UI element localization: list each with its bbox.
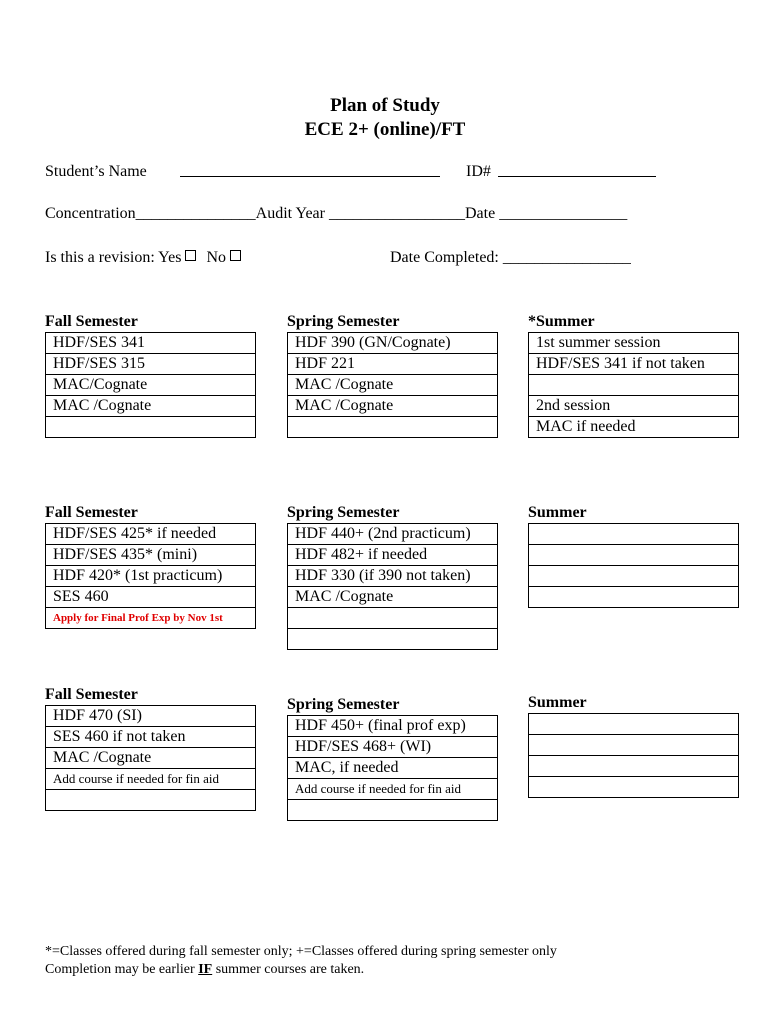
course-cell[interactable]: Add course if needed for fin aid xyxy=(288,779,498,800)
footer-note-emph: IF xyxy=(198,962,213,977)
semester-title: Spring Semester xyxy=(287,696,400,713)
page-title: Plan of Study xyxy=(330,95,440,116)
yes-checkbox[interactable] xyxy=(185,250,196,261)
course-cell[interactable]: Add course if needed for fin aid xyxy=(46,769,256,790)
yes-label: Yes xyxy=(158,249,182,266)
year1-spring-semester xyxy=(287,312,498,438)
id-field[interactable] xyxy=(498,176,656,177)
semester-title: Spring Semester xyxy=(287,504,400,521)
deadline-note-cell: Apply for Final Prof Exp by Nov 1st xyxy=(46,608,256,629)
course-table xyxy=(45,332,256,438)
course-cell[interactable] xyxy=(288,629,498,650)
course-cell[interactable] xyxy=(288,800,498,821)
date-label: Date xyxy=(464,205,496,222)
footer-note-pre: Completion may be earlier xyxy=(45,962,199,977)
year3-summer-semester xyxy=(528,693,739,798)
date-completed-label: Date Completed: xyxy=(390,249,499,266)
course-cell[interactable]: HDF 390 (GN/Cognate) xyxy=(288,333,498,354)
no-checkbox[interactable] xyxy=(230,250,241,261)
course-cell[interactable] xyxy=(46,417,256,438)
course-cell[interactable] xyxy=(529,587,739,608)
year2-spring-semester xyxy=(287,503,498,650)
course-cell[interactable]: 1st summer session xyxy=(529,333,739,354)
page-subtitle: ECE 2+ (online)/FT xyxy=(304,119,466,140)
date-completed-field[interactable]: ________________ xyxy=(502,249,631,266)
semester-title: *Summer xyxy=(528,313,595,330)
semester-title: Fall Semester xyxy=(45,313,138,330)
footer-note xyxy=(45,961,364,979)
course-cell[interactable]: HDF/SES 341 xyxy=(46,333,256,354)
semester-title: Spring Semester xyxy=(287,313,400,330)
concentration-field[interactable]: _______________ xyxy=(135,205,256,222)
concentration-label: Concentration xyxy=(45,205,136,222)
course-table xyxy=(528,332,739,438)
student-name-field[interactable] xyxy=(180,176,440,177)
course-cell[interactable] xyxy=(529,735,739,756)
year1-fall-semester xyxy=(45,312,256,438)
course-cell[interactable]: MAC if needed xyxy=(529,417,739,438)
date-completed-row xyxy=(390,249,631,267)
footer-note-post: summer courses are taken. xyxy=(212,962,365,977)
course-cell[interactable] xyxy=(529,714,739,735)
revision-row xyxy=(45,249,241,267)
course-table xyxy=(528,713,739,798)
course-table xyxy=(528,523,739,608)
year3-fall-semester xyxy=(45,685,256,811)
course-cell[interactable] xyxy=(529,524,739,545)
course-table xyxy=(45,705,256,811)
course-cell[interactable]: HDF/SES 468+ (WI) xyxy=(288,737,498,758)
course-table xyxy=(45,523,256,629)
footer-legend: *=Classes offered during fall semester only; +=Classes offered during spring semester only xyxy=(45,944,557,959)
course-cell[interactable] xyxy=(288,608,498,629)
course-cell[interactable] xyxy=(529,566,739,587)
semester-title: Summer xyxy=(528,694,587,711)
course-cell[interactable]: HDF/SES 315 xyxy=(46,354,256,375)
course-cell[interactable] xyxy=(529,545,739,566)
course-cell[interactable]: HDF 450+ (final prof exp) xyxy=(288,716,498,737)
concentration-row xyxy=(45,205,627,223)
course-cell[interactable]: 2nd session xyxy=(529,396,739,417)
course-cell[interactable]: HDF/SES 435* (mini) xyxy=(46,545,256,566)
student-name-label: Student’s Name xyxy=(45,163,147,180)
course-cell[interactable]: HDF 440+ (2nd practicum) xyxy=(288,524,498,545)
course-cell[interactable]: HDF/SES 341 if not taken xyxy=(529,354,739,375)
course-table xyxy=(287,715,498,821)
year2-summer-semester xyxy=(528,503,739,608)
course-cell[interactable]: HDF 221 xyxy=(288,354,498,375)
year2-fall-semester xyxy=(45,503,256,629)
course-cell[interactable] xyxy=(529,375,739,396)
semester-title: Fall Semester xyxy=(45,504,138,521)
course-cell[interactable] xyxy=(529,756,739,777)
revision-label: Is this a revision: xyxy=(45,249,155,266)
course-cell[interactable]: HDF 420* (1st practicum) xyxy=(46,566,256,587)
date-field[interactable]: ________________ xyxy=(499,205,628,222)
course-cell[interactable]: MAC/Cognate xyxy=(46,375,256,396)
course-cell[interactable] xyxy=(288,417,498,438)
course-cell[interactable]: MAC /Cognate xyxy=(288,375,498,396)
semester-title: Summer xyxy=(528,504,587,521)
course-cell[interactable]: HDF/SES 425* if needed xyxy=(46,524,256,545)
course-table xyxy=(287,523,498,650)
course-cell[interactable]: HDF 470 (SI) xyxy=(46,706,256,727)
course-cell[interactable]: MAC, if needed xyxy=(288,758,498,779)
year1-summer-semester xyxy=(528,312,739,438)
course-cell[interactable]: MAC /Cognate xyxy=(46,396,256,417)
no-label: No xyxy=(206,249,227,266)
audit-year-field[interactable]: _________________ xyxy=(328,205,465,222)
audit-year-label: Audit Year xyxy=(255,205,325,222)
course-table xyxy=(287,332,498,438)
course-cell[interactable]: HDF 330 (if 390 not taken) xyxy=(288,566,498,587)
course-cell[interactable]: MAC /Cognate xyxy=(288,396,498,417)
semester-title: Fall Semester xyxy=(45,686,138,703)
id-label: ID# xyxy=(466,163,491,180)
course-cell[interactable]: MAC /Cognate xyxy=(46,748,256,769)
course-cell[interactable] xyxy=(529,777,739,798)
course-cell[interactable] xyxy=(46,790,256,811)
year3-spring-semester xyxy=(287,695,498,821)
course-cell[interactable]: SES 460 xyxy=(46,587,256,608)
course-cell[interactable]: HDF 482+ if needed xyxy=(288,545,498,566)
course-cell[interactable]: SES 460 if not taken xyxy=(46,727,256,748)
course-cell[interactable]: MAC /Cognate xyxy=(288,587,498,608)
